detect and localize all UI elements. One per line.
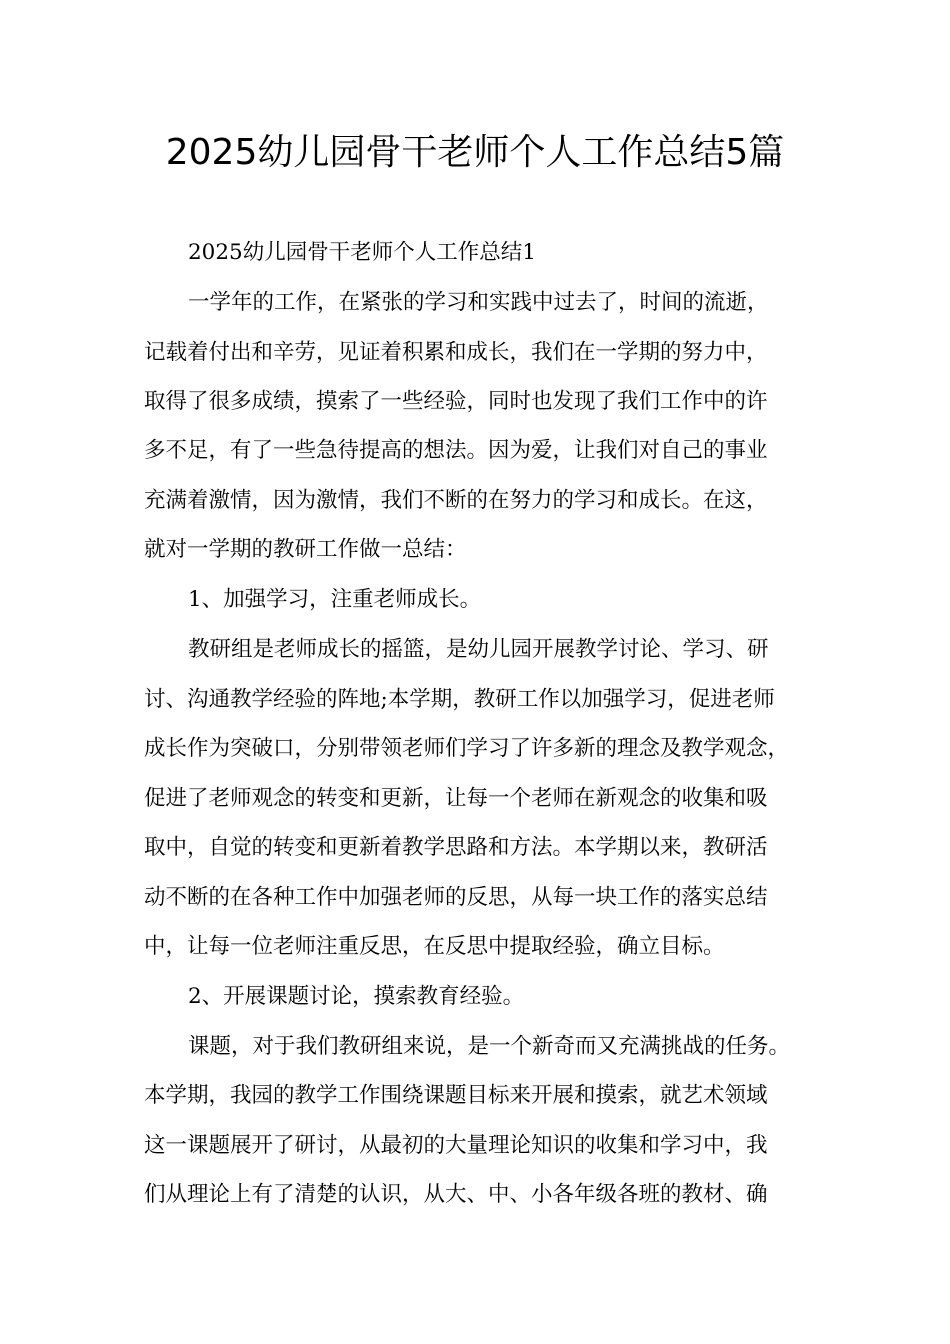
document-title: 2025幼儿园骨干老师个人工作总结5篇 [165,132,785,173]
paragraph-line: 多不足，有了一些急待提高的想法。因为爱，让我们对自己的事业 [144,438,768,463]
paragraph-line: 成长作为突破口，分别带领老师们学习了许多新的理念及教学观念， [144,736,790,761]
paragraph-line: 充满着激情，因为激情，我们不断的在努力的学习和成长。在这， [144,488,768,513]
paragraph-line: 们从理论上有了清楚的认识，从大、中、小各年级各班的教材、确 [144,1182,768,1207]
paragraph-line: 取得了很多成绩，摸索了一些经验，同时也发现了我们工作中的许 [144,389,768,414]
subheading-1: 1、加强学习，注重老师成长。 [188,587,482,612]
paragraph-line: 教研组是老师成长的摇篮，是幼儿园开展教学讨论、学习、研 [188,637,769,662]
section-heading-1: 2025幼儿园骨干老师个人工作总结1 [188,240,536,265]
paragraph-line: 课题，对于我们教研组来说，是一个新奇而又充满挑战的任务。 [188,1034,791,1059]
paragraph-line: 讨、沟通教学经验的阵地;本学期，教研工作以加强学习，促进老师 [144,687,775,712]
paragraph-line: 一学年的工作，在紧张的学习和实践中过去了，时间的流逝， [188,290,769,315]
paragraph-line: 记载着付出和辛劳，见证着积累和成长，我们在一学期的努力中， [144,340,768,365]
paragraph-line: 就对一学期的教研工作做一总结： [144,537,467,562]
paragraph-line: 促进了老师观念的转变和更新，让每一个老师在新观念的收集和吸 [144,786,768,811]
paragraph-line: 中，让每一位老师注重反思，在反思中提取经验，确立目标。 [144,934,725,959]
subheading-2: 2、开展课题讨论，摸索教育经验。 [188,984,525,1009]
paragraph-line: 动不断的在各种工作中加强老师的反思，从每一块工作的落实总结 [144,885,768,910]
paragraph-line: 这一课题展开了研讨，从最初的大量理论知识的收集和学习中，我 [144,1133,768,1158]
paragraph-line: 取中，自觉的转变和更新着教学思路和方法。本学期以来，教研活 [144,835,768,860]
paragraph-line: 本学期，我园的教学工作围绕课题目标来开展和摸索，就艺术领域 [144,1083,768,1108]
